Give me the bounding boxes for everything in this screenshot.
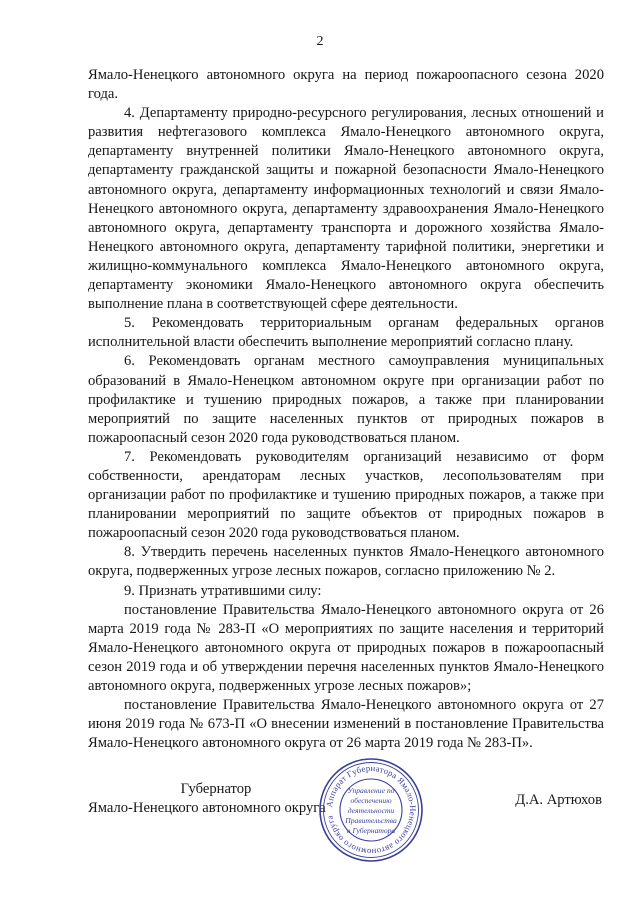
paragraph-repealed-act-2: постановление Правительства Ямало-Ненецкого автономного округа от 27 июня 2019 года № 673-П «О внесении изменений в постановление Правительства Ямало-Ненецкого автономного округа от 26 марта 2019 года № 283-П». (88, 697, 604, 752)
signatory-organization: Ямало-Ненецкого автономного округа (88, 800, 326, 816)
stamp-seal-icon (317, 756, 425, 864)
paragraph-item-9: 9. Признать утратившими силу: (124, 582, 322, 599)
signature-block (88, 756, 604, 858)
paragraph-continuation: Ямало-Ненецкого автономного округа на период пожароопасного сезона 2020 года. (88, 67, 604, 103)
stamp-center-line: обеспечению (350, 796, 392, 805)
paragraph-item-4: 4. Департаменту природно-ресурсного регулирования, лесных отношений и развития нефтегазового комплекса Ямало-Ненецкого автономного округа, департаменту внутренней политики Ямало-Ненецкого автономного округа, департаменту гражданской защиты и пожарной безопасности Ямало-Ненецкого автономного округа, департаменту информационных технологий и связи Ямало-Ненецкого автономного округа, департаменту здравоохранения Ямало-Ненецкого автономного округа, департаменту транспорта и дорожного хозяйства Ямало-Ненецкого автономного округа, департаменту тарифной политики, энергетики и жилищно-коммунального комплекса Ямало-Ненецкого автономного округа, департаменту экономики Ямало-Ненецкого автономного округа обеспечить выполнение плана в соответствующей сфере деятельности. (88, 105, 604, 313)
stamp-ring-text: Аппарат Губернатора Ямало-Ненецкого автономного округа (324, 762, 419, 858)
paragraph-repealed-act-1: постановление Правительства Ямало-Ненецкого автономного округа от 26 марта 2019 года № 283-П «О мероприятиях по защите населения и территорий Ямало-Ненецкого автономного округа от природных пожаров в пожароопасный сезон 2019 года и об утверждении перечня населенных пунктов Ямало-Ненецкого автономного округа, подверженных угрозе лесных пожаров»; (88, 601, 604, 694)
signatory-name: Д.А. Артюхов (515, 792, 602, 808)
stamp-center-text (344, 786, 397, 835)
stamp-center-line: Правительства (345, 816, 397, 825)
document-body (88, 66, 604, 753)
stamp-center-line: деятельности (347, 806, 395, 815)
stamp-center-line: и Губернатора (346, 826, 396, 835)
official-stamp (317, 756, 425, 864)
paragraph-item-6: 6. Рекомендовать органам местного самоуправления муниципальных образований в Ямало-Ненецком автономном округе при организации работ по профилактике и тушению природных пожаров, а также при планировании мероприятий по защите населенных пунктов от природных пожаров в пожароопасный сезон 2020 года руководствоваться планом. (88, 353, 604, 446)
paragraph-item-7: 7. Рекомендовать руководителям организаций независимо от форм собственности, арендаторам лесных участков, лесопользователям при организации работ по профилактике и тушению природных пожаров, а также при планировании мероприятий по защите объектов от природных пожаров в пожароопасный сезон 2020 года руководствоваться планом. (88, 448, 604, 542)
stamp-center-line: Управление по (347, 786, 395, 795)
page-number: 2 (316, 34, 324, 49)
paragraph-item-5: 5. Рекомендовать территориальным органам федеральных органов исполнительной власти обеспечить выполнение мероприятий согласно плану. (88, 315, 604, 351)
paragraph-item-8: 8. Утвердить перечень населенных пунктов Ямало-Ненецкого автономного округа, подверженных угрозе лесных пожаров, согласно приложению № 2. (88, 544, 604, 580)
signatory-title: Губернатор (180, 781, 252, 797)
